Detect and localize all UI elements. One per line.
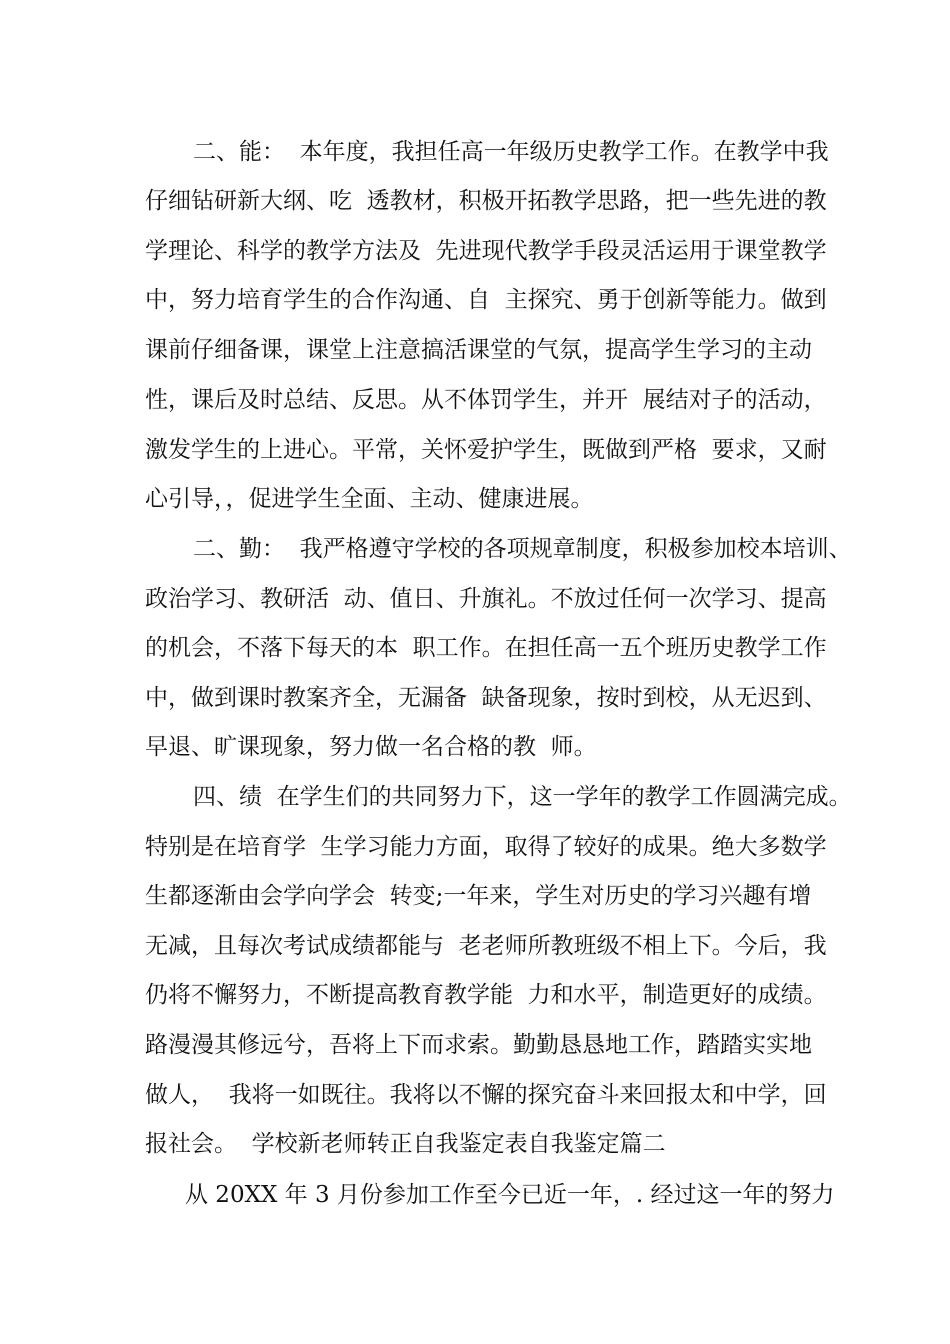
paragraph-4-line-1: 从 20XX 年 3 月份参加工作至今已近一年，. 经过这一年的努力 bbox=[185, 1182, 835, 1208]
paragraph-1-line-7: 激发学生的上进心。平常，关怀爱护学生，既做到严格 要求，又耐 bbox=[145, 437, 827, 463]
paragraph-2-line-4: 中，做到课时教案齐全，无漏备 缺备现象，按时到校，从无迟到、 bbox=[145, 685, 827, 711]
paragraph-3-line-3: 生都逐渐由会学向学会 转变;一年来，学生对历史的学习兴趣有增 bbox=[145, 883, 812, 909]
paragraph-3-line-4: 无减，且每次考试成绩都能与 老老师所教班级不相上下。今后，我 bbox=[145, 933, 827, 959]
paragraph-2-line-2: 政治学习、教研活 动、值日、升旗礼。不放过任何一次学习、提高 bbox=[145, 586, 827, 612]
paragraph-3-line-6: 路漫漫其修远兮，吾将上下而求索。勤勤恳恳地工作，踏踏实实地 bbox=[145, 1032, 812, 1058]
paragraph-2-line-5: 早退、旷课现象，努力做一名合格的教 师。 bbox=[145, 734, 597, 760]
paragraph-2-line-3: 的机会，不落下每天的本 职工作。在担任高一五个班历史教学工作 bbox=[145, 635, 827, 661]
paragraph-3-line-8: 报社会。 学校新老师转正自我鉴定表自我鉴定篇二 bbox=[145, 1131, 666, 1157]
paragraph-1-line-4: 中，努力培育学生的合作沟通、自 主探究、勇于创新等能力。做到 bbox=[145, 287, 827, 313]
paragraph-3-line-2: 特别是在培育学 生学习能力方面，取得了较好的成果。绝大多数学 bbox=[145, 834, 827, 860]
paragraph-3-line-5: 仍将不懈努力，不断提高教育教学能 力和水平，制造更好的成绩。 bbox=[145, 982, 827, 1008]
paragraph-3-line-7: 做人， 我将一如既往。我将以不懈的探究奋斗来回报太和中学，回 bbox=[145, 1082, 827, 1108]
paragraph-3-line-1: 四、绩 在学生们的共同努力下，这一学年的教学工作圆满完成。 bbox=[193, 784, 852, 810]
paragraph-1-line-6: 性，课后及时总结、反思。从不体罚学生，并开 展结对子的活动， bbox=[145, 387, 827, 413]
paragraph-1-line-3: 学理论、科学的教学方法及 先进现代教学手段灵活运用于课堂教学 bbox=[145, 238, 827, 264]
paragraph-1-line-1: 二、能： 本年度，我担任高一年级历史教学工作。在教学中我 bbox=[193, 139, 829, 165]
paragraph-1-line-2: 仔细钻研新大纲、吃 透教材，积极开拓教学思路，把一些先进的教 bbox=[145, 188, 827, 214]
paragraph-1-line-8: 心引导，，促进学生全面、主动、健康进展。 bbox=[145, 486, 594, 512]
paragraph-2-line-1: 二、勤： 我严格遵守学校的各项规章制度，积极参加校本培训、 bbox=[193, 536, 852, 562]
paragraph-1-line-5: 课前仔细备课，课堂上注意搞活课堂的气氛，提高学生学习的主动 bbox=[145, 337, 812, 363]
